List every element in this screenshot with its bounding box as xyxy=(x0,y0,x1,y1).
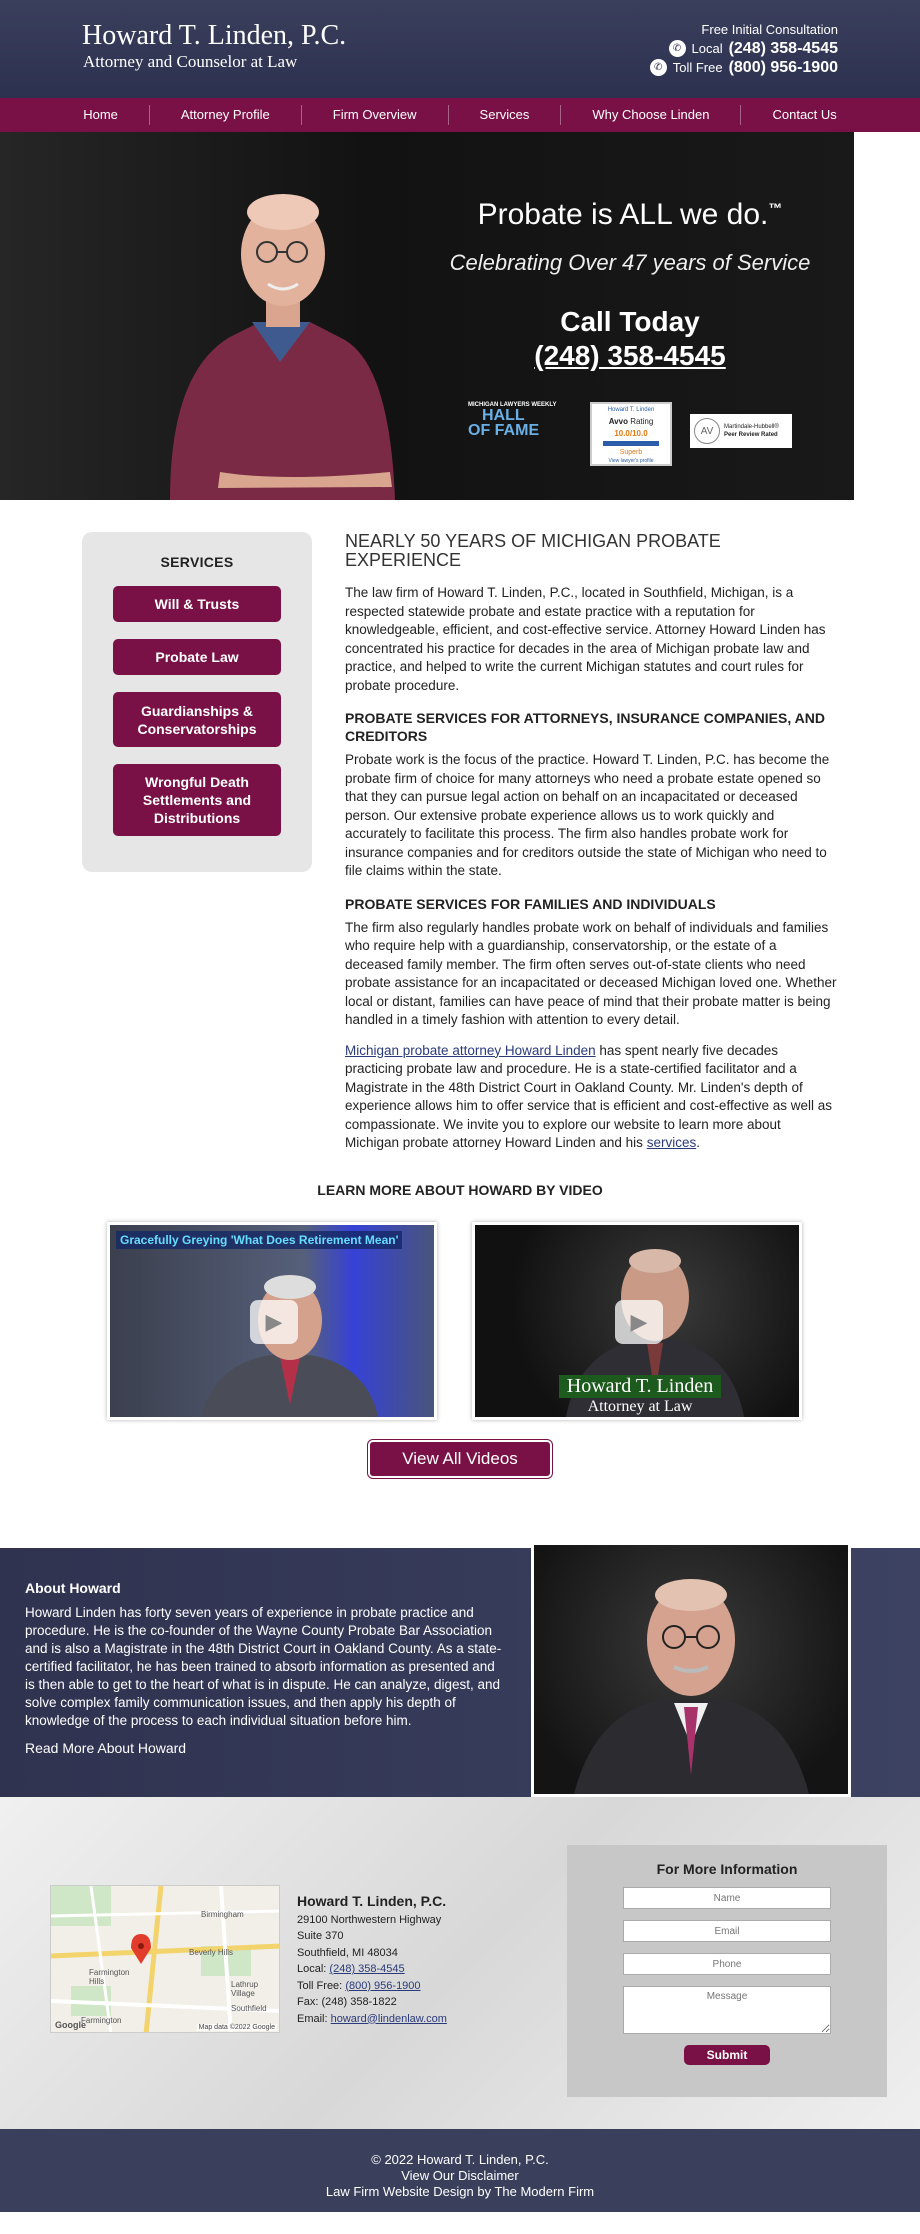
martindale-hubbell-badge[interactable] xyxy=(690,414,792,448)
section-heading-attorneys: PROBATE SERVICES FOR ATTORNEYS, INSURANCE COMPANIES, AND CREDITORS xyxy=(345,710,825,744)
fax-number: (248) 358-1822 xyxy=(321,1996,397,2008)
services-sidebar xyxy=(82,532,312,872)
hof-big-1: HALL xyxy=(482,407,525,424)
map-label-farmington-hills: Farmington Hills xyxy=(89,1968,130,1986)
local-phone-link[interactable]: (248) 358-4545 xyxy=(329,1963,405,1975)
header-contact xyxy=(650,20,838,77)
nav-why-choose-linden[interactable]: Why Choose Linden xyxy=(561,105,741,125)
read-more-link[interactable]: Read More About Howard xyxy=(25,1740,187,1756)
office-name: Howard T. Linden, P.C. xyxy=(297,1893,447,1909)
disclaimer-link[interactable]: View Our Disclaimer xyxy=(401,2168,519,2183)
office-address xyxy=(297,1893,447,2027)
phone-input[interactable] xyxy=(623,1953,831,1975)
sidebar-title: SERVICES xyxy=(160,554,234,570)
email-input[interactable] xyxy=(623,1920,831,1942)
local-label: Local xyxy=(691,41,723,56)
attorneys-paragraph: Probate work is the focus of the practice. Howard T. Linden, P.C. has become the probate firm of choice for many attorneys who need a probate estate opened so that they can pursue legal action on behalf on an incapacitated or deceased person. Our extensive probate experience allows us to work quickly and accurately to facilitate this process. The firm also handles probate work for insurance companies and for creditors outside the state of Michigan who need to file claims within the state. xyxy=(345,752,830,878)
consultation-text: Free Initial Consultation xyxy=(701,22,838,37)
mh-text-1: Martindale-Hubbell® xyxy=(724,424,779,430)
play-icon[interactable]: ▶ xyxy=(615,1300,663,1344)
google-logo: Google xyxy=(55,2020,86,2030)
office-street: 29100 Northwestern Highway xyxy=(297,1913,442,1926)
page-title: NEARLY 50 YEARS OF MICHIGAN PROBATE EXPERIENCE xyxy=(345,531,721,570)
nav-attorney-profile[interactable]: Attorney Profile xyxy=(150,105,302,125)
hero-phone-link[interactable]: (248) 358-4545 xyxy=(534,340,726,371)
video-1-caption: Gracefully Greying 'What Does Retirement Mean' xyxy=(116,1231,402,1249)
nav-services[interactable]: Services xyxy=(449,105,562,125)
about-portrait xyxy=(531,1542,851,1797)
main-content xyxy=(0,500,920,1182)
main-nav xyxy=(0,98,920,132)
firm-tagline: Attorney and Counselor at Law xyxy=(83,52,298,71)
avvo-score: 10.0/10.0 xyxy=(614,429,648,438)
about-title: About Howard xyxy=(25,1580,121,1596)
map-label-beverly-hills: Beverly Hills xyxy=(189,1948,234,1957)
tollfree-phone-row[interactable] xyxy=(650,58,838,77)
about-text xyxy=(25,1580,505,1756)
phone-icon: ✆ xyxy=(650,59,667,76)
about-person xyxy=(534,1545,848,1794)
video-2-caption xyxy=(510,1375,770,1416)
hero-call-today: Call Today xyxy=(560,306,700,337)
firm-name-logo[interactable]: Howard T. Linden, P.C. xyxy=(82,20,347,51)
local-label: Local: xyxy=(297,1963,327,1975)
service-guardianships-button[interactable]: Guardianships & Conservatorships xyxy=(113,692,281,747)
avvo-rating-badge[interactable] xyxy=(590,402,672,466)
map-credit: Map data ©2022 Google xyxy=(198,2024,275,2031)
email-label: Email: xyxy=(297,2012,328,2025)
email-link[interactable]: howard@lindenlaw.com xyxy=(330,2012,447,2025)
message-textarea[interactable] xyxy=(623,1986,831,2034)
about-section xyxy=(0,1542,920,1797)
office-suite: Suite 370 xyxy=(297,1930,344,1942)
submit-button[interactable]: Submit xyxy=(684,2045,770,2065)
avvo-rating-label: Rating xyxy=(630,417,654,426)
local-phone-row[interactable] xyxy=(650,39,838,58)
copyright: © 2022 Howard T. Linden, P.C. xyxy=(371,2152,549,2167)
view-all-videos-button[interactable]: View All Videos xyxy=(368,1440,552,1478)
about-body: Howard Linden has forty seven years of experience in probate practice and procedure. He is the co-founder of the Wayne County Probate Bar Association and is also a Magistrate in the 48th District Court in Oakland County. As a state-certified facilitator, he has been trained to absorb information as presented and is then able to get to the heart of what is in dispute. He can analyze, digest, and solve complex family communication issues, and then apply his depth of knowledge of the process to each individual situation before him. xyxy=(25,1605,502,1728)
article xyxy=(345,532,837,1153)
av-logo: AV xyxy=(694,418,720,444)
contact-section xyxy=(0,1797,920,2129)
phone-icon: ✆ xyxy=(669,40,686,57)
form-title: For More Information xyxy=(656,1861,798,1877)
avvo-view-profile: View lawyer's profile xyxy=(608,458,654,464)
map-label-southfield: Southfield xyxy=(231,2004,267,2013)
hero-edge xyxy=(854,132,920,500)
video-heading: LEARN MORE ABOUT HOWARD BY VIDEO xyxy=(317,1182,603,1198)
map-label-birmingham: Birmingham xyxy=(201,1910,244,1919)
contact-form xyxy=(567,1845,887,2097)
map-label-farmington: Farmington xyxy=(81,2016,122,2025)
tollfree-label: Toll Free xyxy=(672,60,723,75)
intro-paragraph: The law firm of Howard T. Linden, P.C., located in Southfield, Michigan, is a respected statewide probate and estate practice with a reputation for knowledgeable, efficient, and cost-effective service. Attorney Howard Linden has concentrated his practice for decades in the area of Michigan probate law and practice, and helped to write the current Michigan statutes and court rules for probate procedure. xyxy=(345,585,826,693)
closing-period: . xyxy=(696,1135,700,1150)
hero-title xyxy=(430,198,830,232)
hero-banner xyxy=(0,132,920,500)
nav-home[interactable]: Home xyxy=(52,105,150,125)
design-credit-link[interactable]: Law Firm Website Design by The Modern Firm xyxy=(325,2184,595,2199)
service-wrongful-death-button[interactable]: Wrongful Death Settlements and Distributions xyxy=(113,764,281,836)
site-header xyxy=(0,0,920,98)
site-footer xyxy=(0,2129,920,2212)
nav-contact-us[interactable]: Contact Us xyxy=(772,107,837,122)
video-section xyxy=(0,1182,920,1544)
service-will-trusts-button[interactable]: Will & Trusts xyxy=(113,586,281,622)
section-heading-families: PROBATE SERVICES FOR FAMILIES AND INDIVIDUALS xyxy=(345,895,716,912)
location-map[interactable] xyxy=(50,1885,280,2033)
video-2-title: Attorney at Law xyxy=(587,1398,693,1415)
avvo-logo: Avvo xyxy=(608,417,628,426)
map-label-lathrup: Lathrup Village xyxy=(231,1980,259,1998)
video-thumbnail-1[interactable] xyxy=(107,1222,437,1420)
families-paragraph: The firm also regularly handles probate work on behalf of individuals and families who require help with a guardianship, conservatorship, or the estate of a deceased family member. The firm often serves out-of-state clients who need probate assistance for an incapacitated or deceased Michigan loved one. Whether local or distant, families can have peace of mind that their probate matter is being handled in a timely fashion with attention to every detail. xyxy=(345,919,837,1027)
closing-text: has spent nearly five decades practicing probate law and procedure. He is a state-certified facilitator and a Magistrate in the 48th District Court in Oakland County. Mr. Linden's depth of experience allows him to offer service that is efficient and cost-effective as well as compassionate. We invite you to explore our website to learn more about Michigan probate attorney Howard Linden and his xyxy=(345,1042,832,1150)
hero-subtitle: Celebrating Over 47 years of Service xyxy=(449,250,811,275)
hof-big-2: OF FAME xyxy=(468,422,540,439)
avvo-superb: Superb xyxy=(619,449,643,456)
play-icon[interactable]: ▶ xyxy=(250,1300,298,1344)
local-phone[interactable]: (248) 358-4545 xyxy=(728,40,838,57)
video-thumbnail-2[interactable] xyxy=(472,1222,802,1420)
video-2-name: Howard T. Linden xyxy=(559,1375,721,1398)
service-probate-law-button[interactable]: Probate Law xyxy=(113,639,281,675)
closing-paragraph xyxy=(345,1042,837,1153)
avvo-name: Howard T. Linden xyxy=(607,407,655,413)
tollfree-phone[interactable]: (800) 956-1900 xyxy=(728,59,838,76)
hero-title-text: Probate is ALL we do. xyxy=(477,198,769,231)
attorney-portrait xyxy=(160,172,400,500)
trademark-mark: ™ xyxy=(768,200,783,216)
nav-firm-overview[interactable]: Firm Overview xyxy=(302,105,449,125)
tollfree-label: Toll Free: xyxy=(297,1979,343,1992)
attorney-profile-link[interactable]: Michigan probate attorney Howard Linden xyxy=(345,1042,596,1058)
tollfree-phone-link[interactable]: (800) 956-1900 xyxy=(345,1979,421,1992)
hall-of-fame-badge[interactable] xyxy=(468,402,583,446)
fax-label: Fax: xyxy=(297,1996,319,2008)
office-city: Southfield, MI 48034 xyxy=(297,1946,398,1959)
services-link[interactable]: services xyxy=(646,1135,697,1150)
hof-small-text: MICHIGAN LAWYERS WEEKLY xyxy=(468,402,557,408)
name-input[interactable] xyxy=(623,1887,831,1909)
avvo-bar xyxy=(603,441,659,446)
mh-text-2: Peer Review Rated xyxy=(724,432,778,438)
